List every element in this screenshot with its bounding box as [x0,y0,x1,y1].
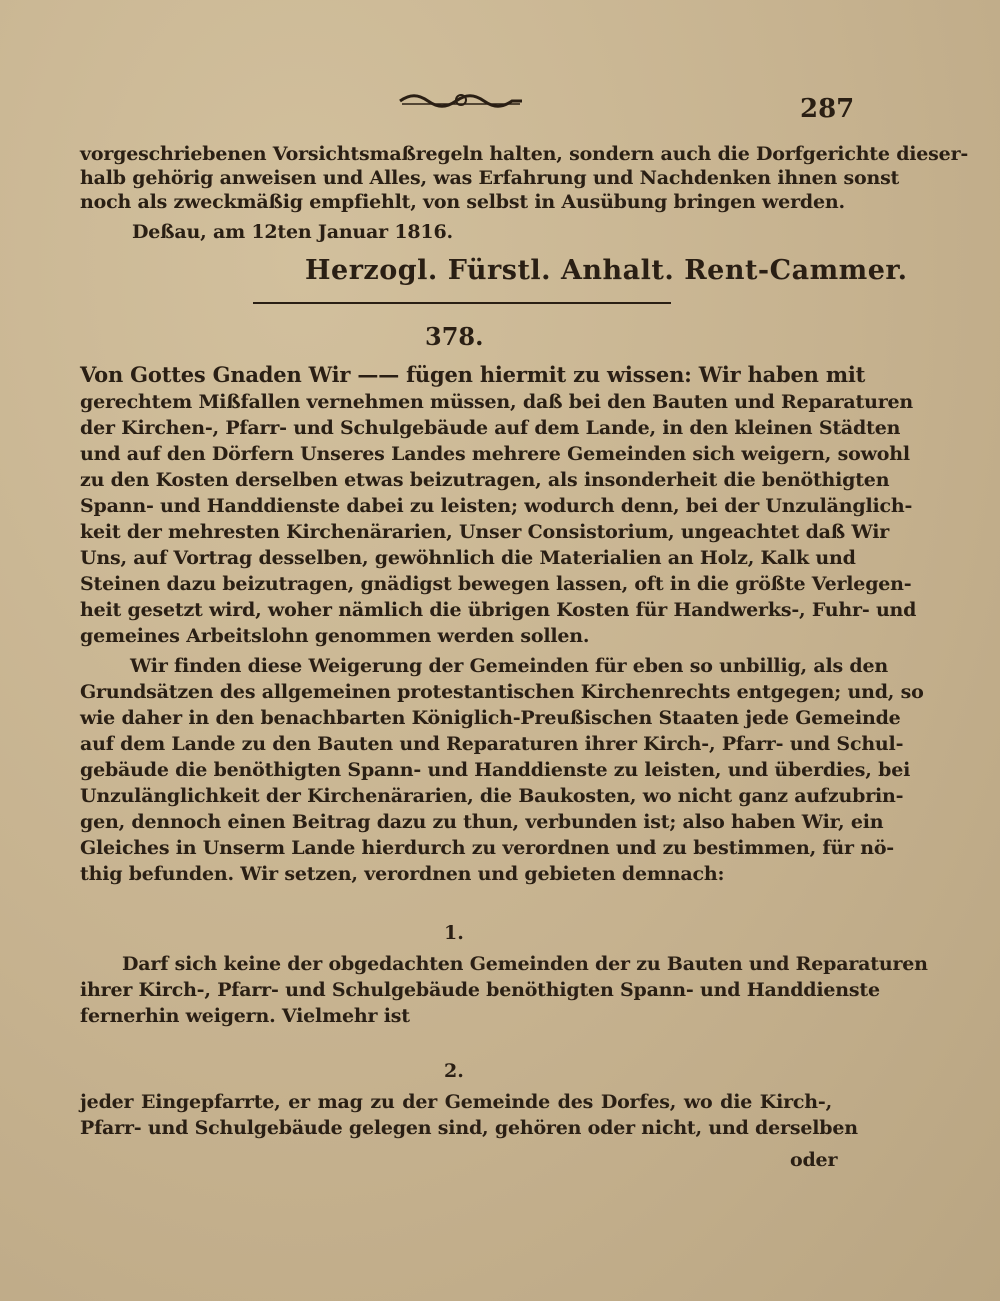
body-line: keit der mehresten Kirchenärarien, Unser Consistorium, ungeachtet daß Wir [80,521,890,543]
body-line: Gleiches in Unserm Lande hierdurch zu verordnen und zu bestimmen, für nö- [80,837,894,859]
body-line: Steinen dazu beizutragen, gnädigst bewegen lassen, oft in die größte Verlegen- [80,573,912,595]
body-line: Wir finden diese Weigerung der Gemeinden für eben so unbillig, als den [130,655,889,677]
body-line: ihrer Kirch-, Pfarr- und Schulgebäude benöthigten Spann- und Handdienste [80,979,880,1001]
section-rule [253,302,671,304]
body-line: heit gesetzt wird, woher nämlich die übrigen Kosten für Handwerks-, Fuhr- und [80,599,917,621]
catchword: oder [790,1149,838,1171]
body-line: jeder Eingepfarrte, er mag zu der Gemeinde des Dorfes, wo die Kirch-, [80,1091,832,1113]
body-line: Pfarr- und Schulgebäude gelegen sind, gehören oder nicht, und derselben [80,1117,858,1139]
text-line: vorgeschriebenen Vorsichtsmaßregeln halten, sondern auch die Dorfgerichte dieser- [80,143,969,165]
paragraph-number: 2. [444,1060,464,1082]
body-line: zu den Kosten derselben etwas beizutragen, als insonderheit die benöthigten [80,469,890,491]
body-line: und auf den Dörfern Unseres Landes mehrere Gemeinden sich weigern, sowohl [80,443,910,465]
body-line: Unzulänglichkeit der Kirchenärarien, die Baukosten, wo nicht ganz aufzubrin- [80,785,904,807]
ornament-divider [398,92,524,108]
section-number: 378. [425,322,484,351]
body-line: Uns, auf Vortrag desselben, gewöhnlich die Materialien an Holz, Kalk und [80,547,856,569]
body-line: gebäude die benöthigten Spann- und Handdienste zu leisten, und überdies, bei [80,759,911,781]
body-line: gen, dennoch einen Beitrag dazu zu thun, verbunden ist; also haben Wir, ein [80,811,884,833]
body-line: thig befunden. Wir setzen, verordnen und gebieten demnach: [80,863,725,885]
body-line: der Kirchen-, Pfarr- und Schulgebäude auf dem Lande, in den kleinen Städten [80,417,901,439]
body-line: Von Gottes Gnaden Wir —— fügen hiermit zu wissen: Wir haben mit [80,362,866,387]
body-line: gerechtem Mißfallen vernehmen müssen, daß bei den Bauten und Reparaturen [80,391,914,413]
text-line: halb gehörig anweisen und Alles, was Erfahrung und Nachdenken ihnen sonst [80,167,900,189]
page-number: 287 [800,94,855,124]
body-line: Spann- und Handdienste dabei zu leisten; wodurch denn, bei der Unzulänglich- [80,495,913,517]
body-line: auf dem Lande zu den Bauten und Reparaturen ihrer Kirch-, Pfarr- und Schul- [80,733,904,755]
signature: Herzogl. Fürstl. Anhalt. Rent-Cammer. [305,255,908,286]
body-line: gemeines Arbeitslohn genommen werden sollen. [80,625,590,647]
paragraph-number: 1. [444,922,464,944]
body-line: fernerhin weigern. Vielmehr ist [80,1005,410,1027]
body-line: wie daher in den benachbarten Königlich-Preußischen Staaten jede Gemeinde [80,707,901,729]
text-line: noch als zweckmäßig empfiehlt, von selbst in Ausübung bringen werden. [80,191,845,213]
body-line: Darf sich keine der obgedachten Gemeinden der zu Bauten und Reparaturen [122,953,928,975]
dateline: Deßau, am 12ten Januar 1816. [132,221,453,243]
body-line: Grundsätzen des allgemeinen protestantischen Kirchenrechts entgegen; und, so [80,681,924,703]
